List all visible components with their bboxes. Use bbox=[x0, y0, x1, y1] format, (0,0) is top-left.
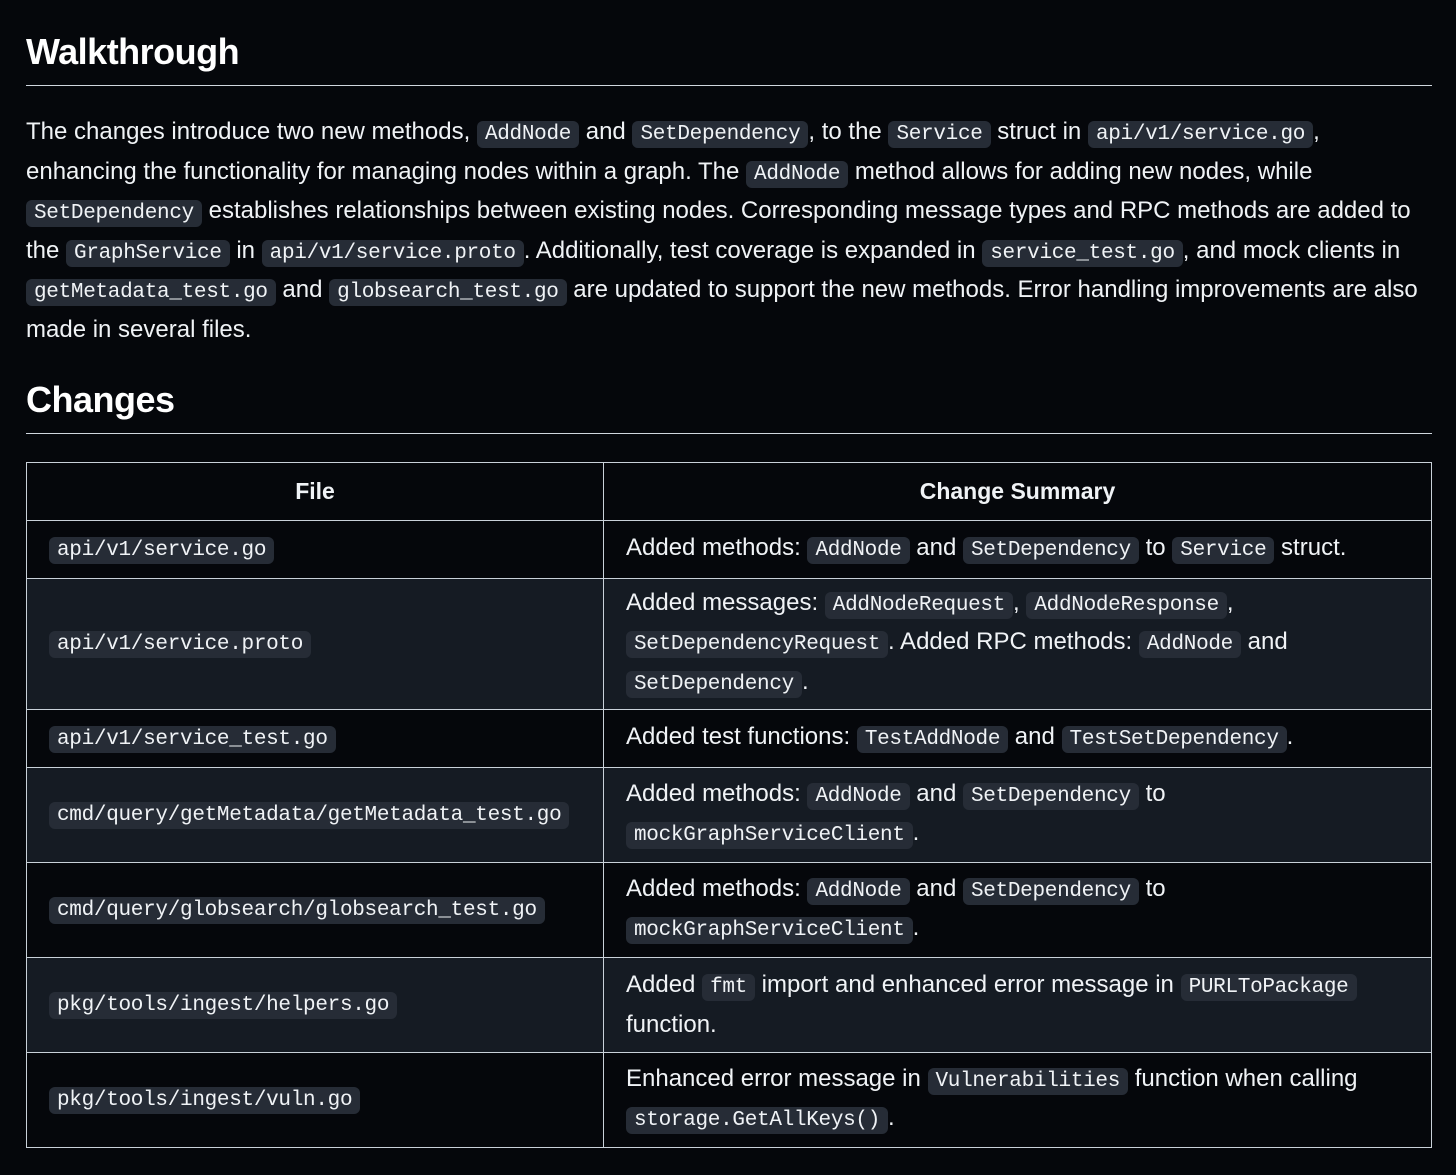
inline-code: mockGraphServiceClient bbox=[626, 822, 913, 849]
table-header-row bbox=[27, 463, 1432, 521]
inline-code: AddNode bbox=[807, 878, 909, 905]
changes-table bbox=[26, 462, 1432, 1148]
inline-code: TestAddNode bbox=[857, 726, 1008, 753]
file-path: cmd/query/globsearch/globsearch_test.go bbox=[49, 897, 545, 924]
walkthrough-heading: Walkthrough bbox=[26, 30, 1432, 86]
inline-code: SetDependency bbox=[963, 878, 1139, 905]
summary-cell: Added methods: AddNode and SetDependency to mockGraphServiceClient . bbox=[604, 768, 1432, 863]
file-path: pkg/tools/ingest/helpers.go bbox=[49, 992, 397, 1019]
column-header-change-summary: Change Summary bbox=[604, 463, 1432, 521]
summary-cell: Added fmt import and enhanced error message in PURLToPackage function. bbox=[604, 958, 1432, 1053]
inline-code: AddNode bbox=[477, 121, 579, 148]
file-cell bbox=[27, 579, 604, 710]
inline-code: getMetadata_test.go bbox=[26, 279, 276, 306]
changes-heading: Changes bbox=[26, 378, 1432, 434]
inline-code: service_test.go bbox=[982, 240, 1183, 267]
inline-code: SetDependency bbox=[26, 200, 202, 227]
table-row bbox=[27, 768, 1432, 863]
file-cell bbox=[27, 710, 604, 768]
inline-code: Service bbox=[888, 121, 990, 148]
inline-code: AddNode bbox=[807, 537, 909, 564]
file-path: pkg/tools/ingest/vuln.go bbox=[49, 1087, 360, 1114]
table-row bbox=[27, 1053, 1432, 1148]
file-path: api/v1/service_test.go bbox=[49, 726, 336, 753]
file-cell bbox=[27, 958, 604, 1053]
table-row bbox=[27, 710, 1432, 768]
table-row bbox=[27, 521, 1432, 579]
inline-code: SetDependency bbox=[626, 671, 802, 698]
inline-code: TestSetDependency bbox=[1062, 726, 1287, 753]
inline-code: mockGraphServiceClient bbox=[626, 917, 913, 944]
inline-code: GraphService bbox=[66, 240, 230, 267]
summary-cell: Enhanced error message in Vulnerabilities function when calling storage.GetAllKeys() . bbox=[604, 1053, 1432, 1148]
table-row bbox=[27, 863, 1432, 958]
walkthrough-paragraph: The changes introduce two new methods, AddNode and SetDependency , to the Service struct in api/v1/service.go , enhancing the functionality for managing nodes within a graph. The AddNode method allows for adding new nodes, while SetDependency establishes relationships between existing nodes. Corresponding message types and RPC methods are added to the GraphService in api/v1/service.proto . Additionally, test coverage is expanded in service_test.go , and mock clients in getMetadata_test.go and globsearch_test.go are updated to support the new methods. Error handling improvements are also made in several files. bbox=[26, 118, 1418, 343]
inline-code: AddNodeRequest bbox=[825, 592, 1013, 619]
file-cell bbox=[27, 863, 604, 958]
inline-code: api/v1/service.go bbox=[1088, 121, 1313, 148]
summary-cell: Added test functions: TestAddNode and TestSetDependency . bbox=[604, 710, 1432, 768]
file-cell bbox=[27, 768, 604, 863]
inline-code: SetDependencyRequest bbox=[626, 631, 888, 658]
file-path: api/v1/service.proto bbox=[49, 631, 311, 658]
inline-code: SetDependency bbox=[632, 121, 808, 148]
inline-code: api/v1/service.proto bbox=[262, 240, 524, 267]
inline-code: AddNode bbox=[807, 783, 909, 810]
inline-code: PURLToPackage bbox=[1181, 974, 1357, 1001]
inline-code: storage.GetAllKeys() bbox=[626, 1107, 888, 1134]
inline-code: SetDependency bbox=[963, 537, 1139, 564]
file-cell bbox=[27, 1053, 604, 1148]
inline-code: Service bbox=[1172, 537, 1274, 564]
file-path: api/v1/service.go bbox=[49, 537, 274, 564]
column-header-file: File bbox=[27, 463, 604, 521]
file-path: cmd/query/getMetadata/getMetadata_test.go bbox=[49, 802, 569, 829]
inline-code: globsearch_test.go bbox=[329, 279, 566, 306]
inline-code: AddNode bbox=[1139, 631, 1241, 658]
summary-cell: Added methods: AddNode and SetDependency to mockGraphServiceClient . bbox=[604, 863, 1432, 958]
table-row bbox=[27, 958, 1432, 1053]
file-cell bbox=[27, 521, 604, 579]
summary-cell: Added messages: AddNodeRequest , AddNodeResponse , SetDependencyRequest . Added RPC methods: AddNode and SetDependency . bbox=[604, 579, 1432, 710]
inline-code: AddNodeResponse bbox=[1026, 592, 1227, 619]
inline-code: fmt bbox=[702, 974, 755, 1001]
summary-cell: Added methods: AddNode and SetDependency to Service struct. bbox=[604, 521, 1432, 579]
inline-code: AddNode bbox=[746, 161, 848, 188]
table-row bbox=[27, 579, 1432, 710]
inline-code: Vulnerabilities bbox=[928, 1068, 1129, 1095]
inline-code: SetDependency bbox=[963, 783, 1139, 810]
